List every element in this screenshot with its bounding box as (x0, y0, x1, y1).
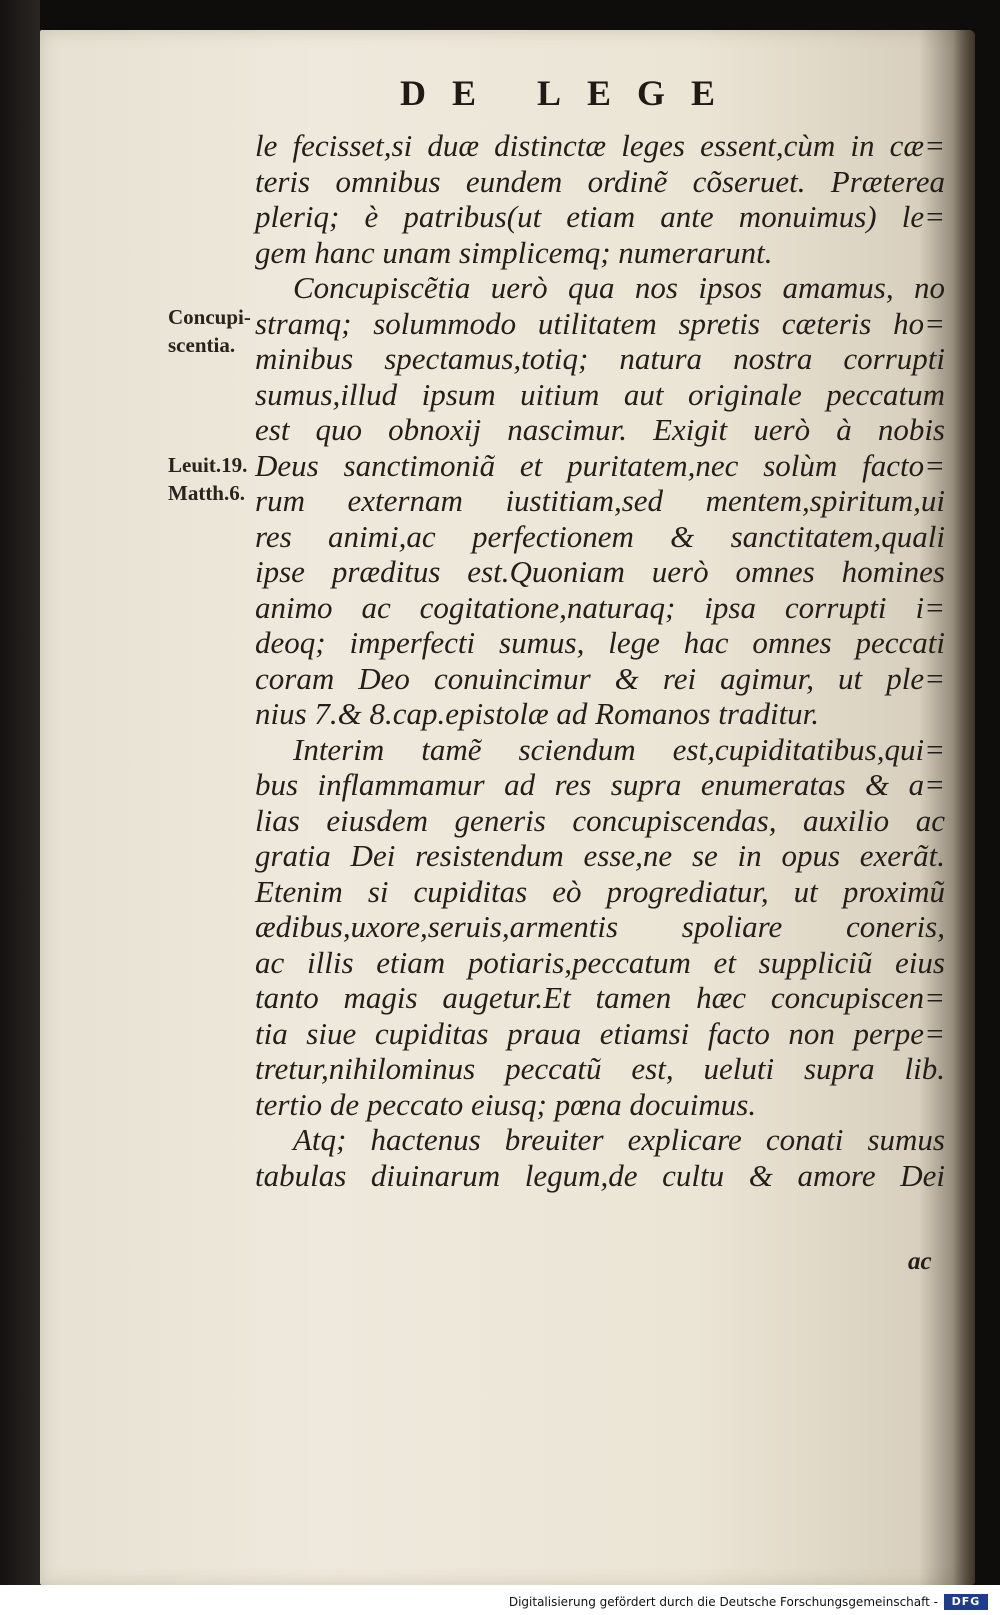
text-line: stramq; solummodo utilitatem spretis cæteris ho= (255, 305, 945, 341)
text-line: Atq; hactenus breuiter explicare conati sumus (293, 1122, 945, 1157)
text-line: deoq; imperfecti sumus, lege hac omnes peccati (255, 625, 945, 660)
text-line: coram Deo conuincimur & rei agimur, ut ple= (255, 660, 945, 696)
margin-note-references (168, 451, 247, 507)
text-line: tertio de peccato eiusq; pœna docuimus. (255, 1086, 757, 1122)
text-line: tia siue cupiditas praua etiamsi facto non perpe= (255, 1015, 945, 1051)
text-line: gratia Dei resistendum esse,ne se in opus exerãt. (255, 838, 945, 873)
text-line: rum externam iustitiam,sed mentem,spiritum,ui (255, 483, 945, 518)
text-line: ac illis etiam potiaris,peccatum et suppliciũ eius (255, 944, 945, 980)
book-spine-edge (0, 0, 40, 1615)
text-line: le fecisset,si duæ distinctæ leges essent,cùm in cæ= (255, 128, 945, 163)
text-line: Interim tamẽ sciendum est,cupiditatibus,qui= (293, 731, 945, 767)
running-head: DE LEGE (400, 73, 742, 113)
text-line: Deus sanctimoniã et puritatem,nec solùm facto= (255, 447, 945, 483)
text-line: gem hanc unam simplicemq; numerarunt. (255, 234, 773, 270)
text-line: bus inflammamur ad res supra enumeratas & a= (255, 767, 945, 802)
text-line: animo ac cogitatione,naturaq; ipsa corrupti i= (255, 589, 945, 625)
body-text-block (255, 128, 945, 1193)
margin-note-line: Concupi- (168, 305, 251, 329)
text-line: nius 7.& 8.cap.epistolæ ad Romanos traditur. (255, 696, 820, 731)
margin-note-line: scentia. (168, 333, 236, 357)
footer-bar (0, 1585, 1000, 1615)
margin-note-line: Matth.6. (168, 481, 245, 505)
margin-note-concupiscentia (168, 303, 251, 359)
text-line: teris omnibus eundem ordinẽ cõseruet. Præterea (255, 163, 945, 199)
text-line: tabulas diuinarum legum,de cultu & amore Dei (255, 1157, 945, 1193)
text-line: tretur,nihilominus peccatũ est, ueluti supra lib. (255, 1051, 945, 1086)
funding-notice: Digitalisierung gefördert durch die Deutsche Forschungsgemeinschaft - (508, 1595, 938, 1609)
text-line: lias eiusdem generis concupiscendas, auxilio ac (255, 802, 945, 838)
catchword: ac (908, 1248, 932, 1275)
text-line: ipse præditus est.Quoniam uerò omnes homines (255, 554, 945, 589)
text-line: res animi,ac perfectionem & sanctitatem,quali (255, 518, 945, 554)
text-line: est quo obnoxij nascimur. Exigit uerò à nobis (255, 412, 945, 447)
text-line: minibus spectamus,totiq; natura nostra corrupti (255, 341, 945, 376)
text-line: ædibus,uxore,seruis,armentis spoliare coneris, (255, 909, 945, 944)
text-line: Concupiscẽtia uerò qua nos ipsos amamus, no (293, 270, 945, 305)
text-line: sumus,illud ipsum uitium aut originale peccatum (255, 376, 945, 412)
text-line: pleriq; è patribus(ut etiam ante monuimus) le= (255, 199, 945, 234)
text-line: Etenim si cupiditas eò progrediatur, ut proximũ (255, 873, 945, 909)
margin-note-line: Leuit.19. (168, 453, 248, 477)
page-gutter-shadow (953, 30, 975, 1585)
dfg-logo: DFG (944, 1594, 988, 1610)
text-line: tanto magis augetur.Et tamen hæc concupiscen= (255, 980, 945, 1015)
